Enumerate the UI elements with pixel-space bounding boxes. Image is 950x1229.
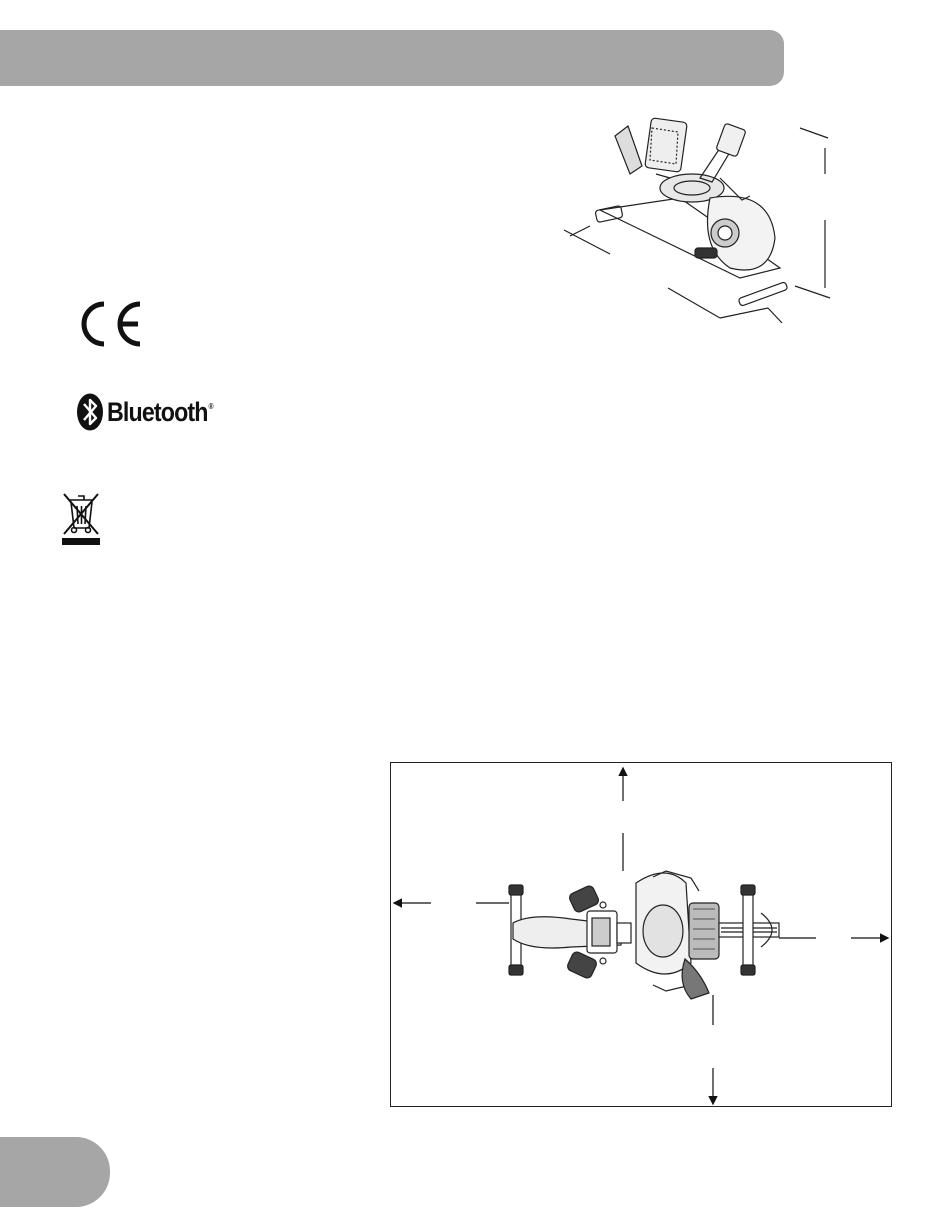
bluetooth-icon [76, 393, 104, 431]
weee-crossed-bin-icon [60, 490, 102, 546]
ce-mark-icon [76, 300, 142, 348]
header-bar [0, 30, 784, 86]
clearance-diagram [391, 763, 891, 1106]
footer-page-tab [0, 1137, 110, 1207]
bluetooth-wordmark-text: Bluetooth [107, 396, 208, 427]
clearance-diagram-frame [390, 762, 892, 1107]
bluetooth-logo [76, 392, 236, 432]
bike-isometric-illustration [560, 108, 840, 328]
bike-top-view [509, 871, 779, 999]
length-dimension-line [564, 230, 610, 254]
width-dimension-line [668, 288, 720, 318]
registered-mark: ® [208, 401, 213, 411]
bluetooth-wordmark [107, 397, 213, 428]
